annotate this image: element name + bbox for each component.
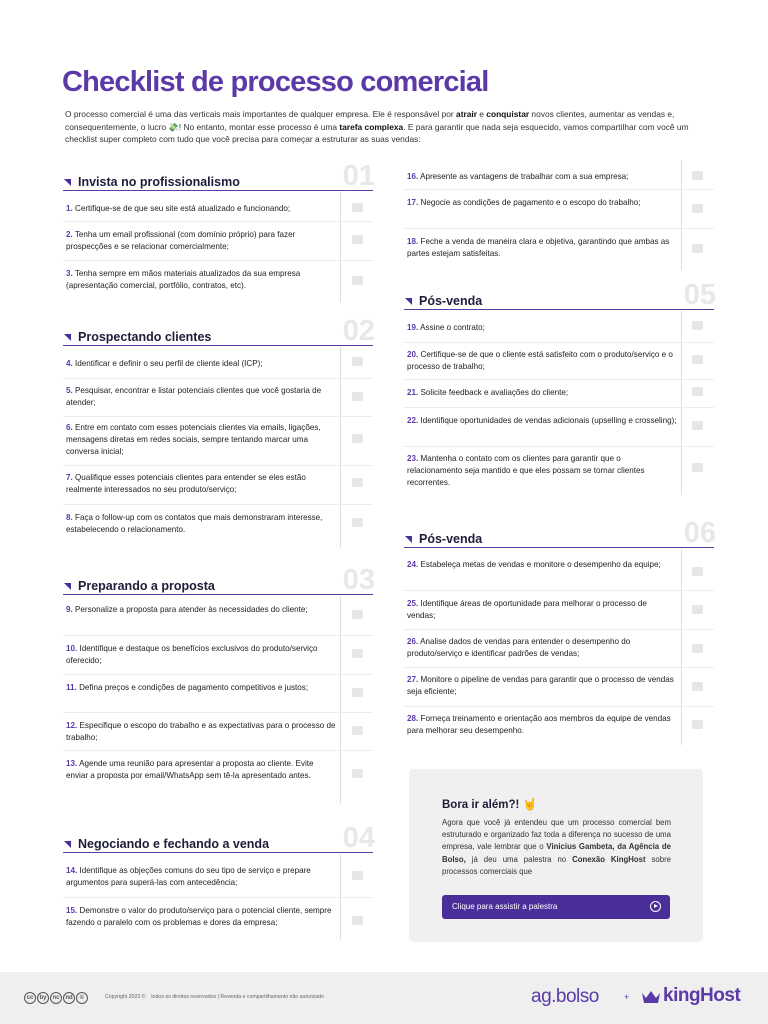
section-number: 01: [342, 160, 375, 192]
intro-paragraph: O processo comercial é uma das verticais mais importantes de qualquer empresa. Ele é responsável por atrair e conquistar novos clientes, aumentar as vendas e, consequentemente, o lucro 💸! No entanto, montar esse processo é uma tarefa complexa. E para garantir que nada seja esquecido, vamos compartilhar com você um checklist super completo com tudo que você precisa para começar a estruturar as suas vendas:: [65, 109, 689, 145]
triangle-icon: [64, 179, 71, 186]
section-title: Prospectando clientes: [78, 330, 212, 344]
checkbox[interactable]: [352, 518, 363, 527]
checkbox[interactable]: [692, 682, 703, 691]
checklist-item: 20. Certifique-se de que o cliente está satisfeito com o produto/serviço e o processo de trabalho;: [407, 350, 673, 371]
checkbox[interactable]: [352, 769, 363, 778]
checkbox[interactable]: [352, 203, 363, 212]
checklist-item: 26. Analise dados de vendas para entender o desempenho do produto/serviço e identificar padrões de vendas;: [407, 637, 631, 658]
triangle-icon: [64, 841, 71, 848]
checkbox[interactable]: [692, 644, 703, 653]
section-number: 06: [683, 517, 716, 549]
copyright-icon: ©: [76, 992, 88, 1004]
triangle-icon: [405, 298, 412, 305]
checklist-item: 25. Identifique áreas de oportunidade para melhorar o processo de vendas;: [407, 599, 647, 620]
section-header: [404, 517, 716, 549]
kinghost-logo: kingHost: [663, 985, 741, 1006]
left-column: [63, 0, 373, 972]
checkbox[interactable]: [692, 605, 703, 614]
checkbox[interactable]: [692, 171, 703, 180]
triangle-icon: [405, 536, 412, 543]
section-title: Preparando a proposta: [78, 579, 215, 593]
section-preparando: [63, 564, 375, 804]
checkbox[interactable]: [352, 276, 363, 285]
page-title: Checklist de processo comercial: [62, 66, 489, 98]
agbolso-logo: ag.bolso: [531, 986, 599, 1007]
checklist-item: 4. Identificar e definir o seu perfil de cliente ideal (ICP);: [66, 359, 263, 368]
checkbox[interactable]: [692, 720, 703, 729]
checklist-item: 11. Defina preços e condições de pagamento competitivos e justos;: [66, 683, 309, 692]
checkbox[interactable]: [692, 204, 703, 213]
section-negociando-cont: [404, 160, 714, 270]
checklist-item: 1. Certifique-se de que seu site está atualizado e funcionando;: [66, 204, 291, 213]
cc-icon: cc: [24, 992, 36, 1004]
copyright-text: Copyright 2023 © todos os direitos reservados | Revenda e compartilhamento não autorizado: [105, 994, 324, 1000]
checklist-item: 9. Personalize a proposta para atender às necessidades do cliente;: [66, 605, 308, 614]
creative-commons-icons: [24, 992, 89, 1004]
checklist-item: 19. Assine o contrato;: [407, 323, 485, 332]
checkbox[interactable]: [692, 387, 703, 396]
checklist-item: 22. Identifique oportunidades de vendas adicionais (upselling e crosseling);: [407, 416, 677, 425]
checkbox[interactable]: [352, 235, 363, 244]
checkbox[interactable]: [692, 321, 703, 330]
checkbox[interactable]: [692, 355, 703, 364]
section-title: Negociando e fechando a venda: [78, 837, 270, 851]
section-header: [63, 822, 375, 854]
button-label: Clique para assistir a palestra: [452, 902, 558, 911]
checklist-item: 5. Pesquisar, encontrar e listar potenciais clientes que você gostaria de atender;: [66, 386, 322, 407]
nc-icon: nc: [50, 992, 62, 1004]
footer: [0, 972, 768, 1024]
checklist-item: 28. Forneça treinamento e orientação aos membros da equipe de vendas para melhorar seu desempenho.: [407, 714, 671, 735]
checklist-item: 27. Monitore o pipeline de vendas para garantir que o processo de vendas seja eficiente;: [407, 675, 674, 696]
watch-talk-button[interactable]: [442, 895, 670, 919]
section-pos-venda-2: [404, 517, 716, 745]
section-prospectando: [63, 315, 375, 548]
checklist-item: 14. Identifique as objeções comuns do seu tipo de serviço e prepare argumentos para superá-las com antecedência;: [66, 866, 311, 887]
checklist-item: 16. Apresente as vantagens de trabalhar com a sua empresa;: [407, 172, 629, 181]
checkbox[interactable]: [352, 392, 363, 401]
section-header: [63, 160, 375, 192]
section-title: Pós-venda: [419, 294, 483, 308]
checkbox[interactable]: [692, 421, 703, 430]
section-negociando: [63, 822, 375, 940]
checkbox[interactable]: [692, 244, 703, 253]
checkbox[interactable]: [352, 649, 363, 658]
checkbox[interactable]: [352, 916, 363, 925]
checkbox[interactable]: [692, 463, 703, 472]
checklist-item: 13. Agende uma reunião para apresentar a proposta ao cliente. Evite enviar a proposta por email/WhatsApp sem tê-la apresentado antes.: [66, 759, 314, 780]
checklist-item: 18. Feche a venda de maneira clara e objetiva, garantindo que ambas as partes estejam satisfeitas.: [407, 237, 670, 258]
checkbox[interactable]: [352, 688, 363, 697]
promo-text: Agora que você já entendeu que um processo comercial bem estruturado e organizado faz toda a diferença no sucesso de uma empresa, vale lembrar que o Vinicius Gambeta, da Agência de Bolso, já deu uma palestra no Conexão KingHost sobre processos comerciais que: [442, 818, 672, 876]
checklist-item: 24. Estabeleça metas de vendas e monitore o desempenho da equipe;: [407, 560, 661, 569]
checklist-item: 15. Demonstre o valor do produto/serviço para o potencial cliente, sempre fazendo o paralelo com os problemas e dores da empresa;: [66, 906, 332, 927]
section-title: Invista no profissionalismo: [78, 175, 240, 189]
checkbox[interactable]: [352, 434, 363, 443]
promo-title: Bora ir além?! 🤘: [442, 799, 537, 811]
checklist-item: 8. Faça o follow-up com os contatos que mais demonstraram interesse, estabelecendo o relacionamento.: [66, 513, 323, 534]
checklist-item: 6. Entre em contato com esses potenciais clientes via emails, ligações, mensagens diretas em redes sociais, sempre tentando marcar uma conversa inicial;: [66, 423, 321, 456]
by-icon: by: [37, 992, 49, 1004]
checklist-item: 7. Qualifique esses potenciais clientes para entender se eles estão realmente interessados no seu produto/serviço;: [66, 473, 306, 494]
checklist-item: 21. Solicite feedback e avaliações do cliente;: [407, 388, 569, 397]
checklist-item: 12. Especifique o escopo do trabalho e as expectativas para o processo de trabalho;: [66, 721, 336, 742]
checkbox[interactable]: [692, 567, 703, 576]
checklist-item: 2. Tenha um email profissional (com domínio próprio) para fazer prospecções e se relacionar comercialmente;: [66, 230, 296, 251]
section-invista: [63, 160, 375, 302]
section-number: 03: [342, 564, 375, 596]
triangle-icon: [64, 334, 71, 341]
play-icon: [650, 901, 661, 912]
section-header: [404, 279, 716, 311]
section-header: [63, 315, 375, 347]
section-number: 02: [342, 315, 375, 347]
checkbox[interactable]: [352, 610, 363, 619]
promo-box: [409, 769, 703, 942]
checkbox[interactable]: [352, 871, 363, 880]
section-pos-venda-1: [404, 279, 716, 495]
checkbox[interactable]: [352, 726, 363, 735]
plus-sign: +: [624, 992, 630, 1002]
section-title: Pós-venda: [419, 532, 483, 546]
checkbox[interactable]: [352, 357, 363, 366]
triangle-icon: [64, 583, 71, 590]
checklist-item: 10. Identifique e destaque os benefícios exclusivos do produto/serviço oferecido;: [66, 644, 318, 665]
nd-icon: nd: [63, 992, 75, 1004]
checklist-item: 23. Mantenha o contato com os clientes para garantir que o relacionamento seja mantido e que eles possam se tornar clientes recorrentes.: [407, 454, 645, 487]
section-number: 04: [342, 822, 375, 854]
section-number: 05: [683, 279, 716, 311]
section-header: [63, 564, 375, 596]
checklist-item: 17. Negocie as condições de pagamento e o escopo do trabalho;: [407, 198, 641, 207]
crown-icon: [641, 990, 661, 1004]
checkbox[interactable]: [352, 478, 363, 487]
checklist-item: 3. Tenha sempre em mãos materiais atualizados da sua empresa (apresentação comercial, portfólio, contratos, etc).: [66, 269, 301, 290]
